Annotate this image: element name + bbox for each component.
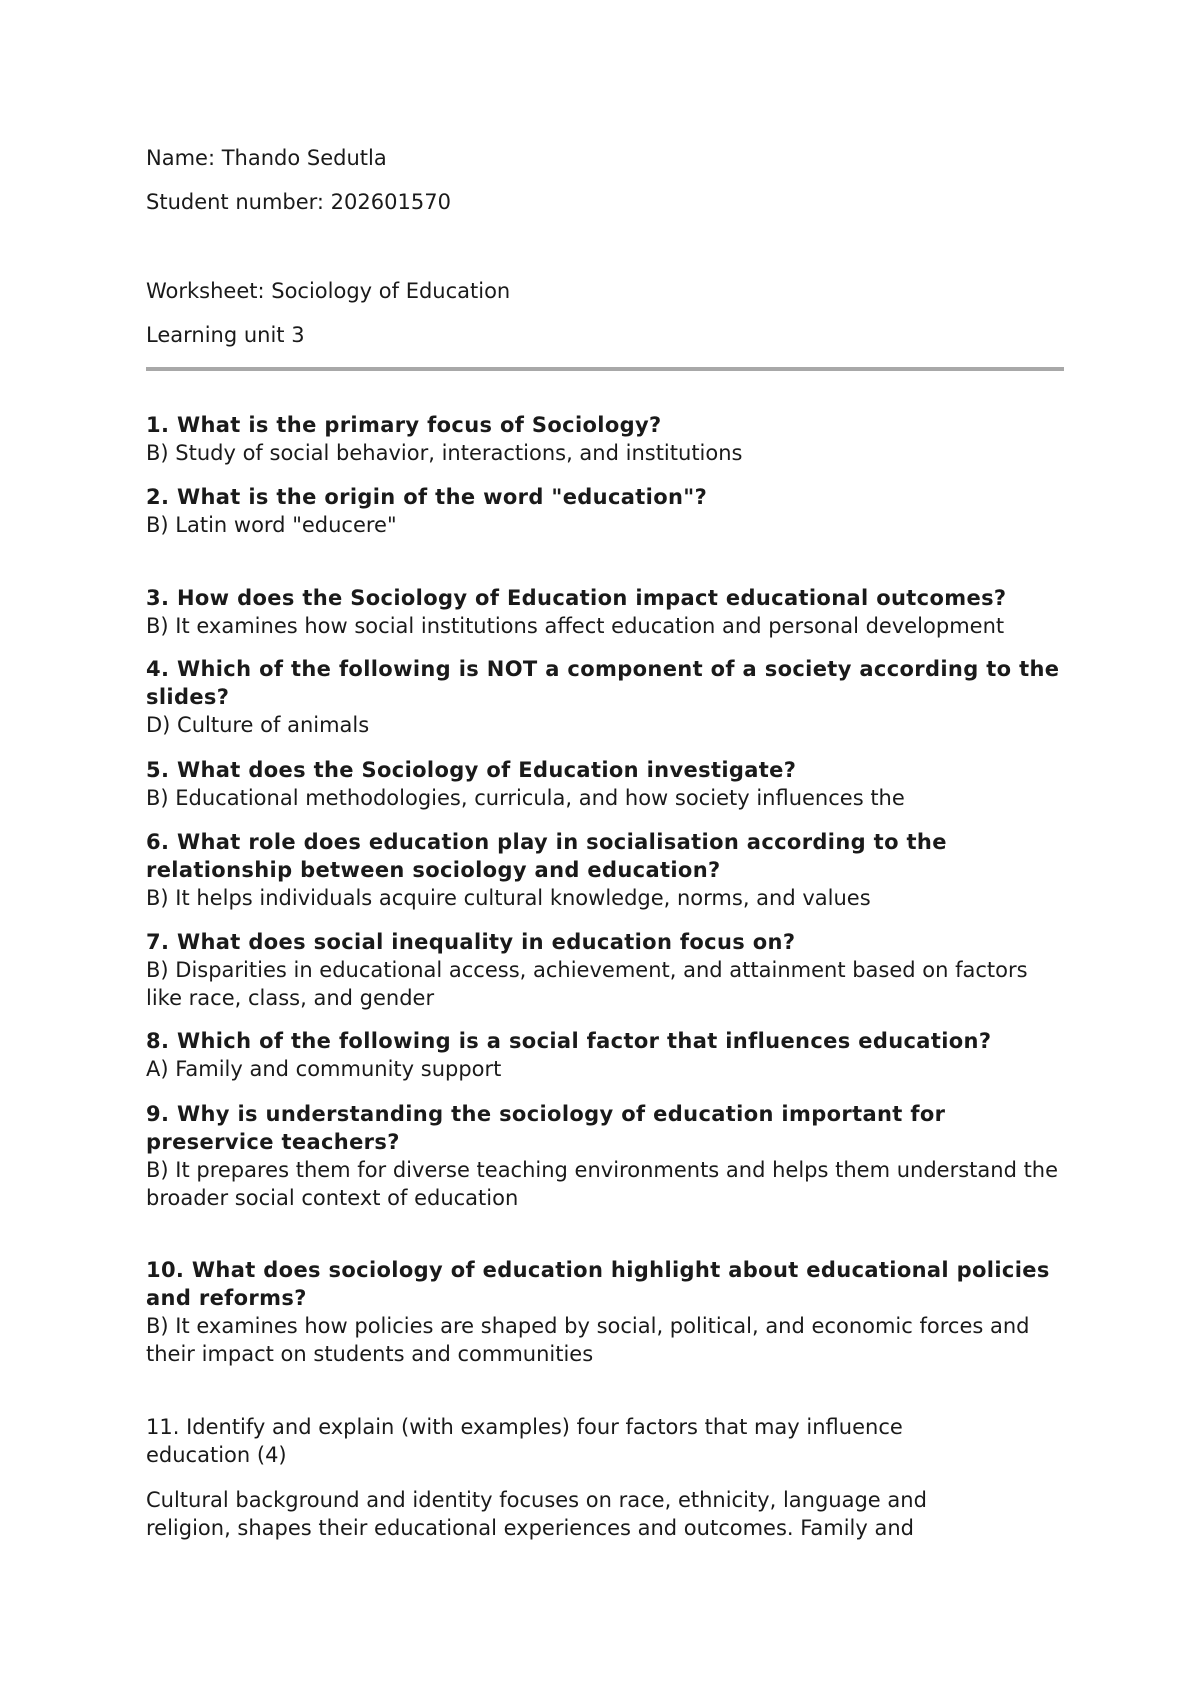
question-title: 5. What does the Sociology of Education investigate?	[146, 758, 797, 782]
question-answer: A) Family and community support	[146, 1057, 502, 1081]
question-answer: B) Educational methodologies, curricula, and how society influences the	[146, 786, 905, 810]
question-title: 4. Which of the following is NOT a component of a society according to the slides?	[146, 657, 1060, 709]
question-3	[146, 584, 1066, 640]
student-number: Student number: 202601570	[146, 190, 451, 214]
question-title: 10. What does sociology of education highlight about educational policies and reforms?	[146, 1258, 1050, 1310]
question-9	[146, 1100, 1066, 1212]
question-answer: B) Study of social behavior, interactions, and institutions	[146, 441, 743, 465]
question-answer: B) It helps individuals acquire cultural knowledge, norms, and values	[146, 886, 871, 910]
question-2	[146, 483, 1066, 539]
question-1	[146, 411, 1066, 467]
student-name: Name: Thando Sedutla	[146, 146, 387, 170]
question-answer: B) Disparities in educational access, achievement, and attainment based on factors like race, class, and gender	[146, 958, 1028, 1010]
question-11-prompt: 11. Identify and explain (with examples) four factors that may influence education (4)	[146, 1415, 903, 1467]
question-8	[146, 1027, 1066, 1083]
question-answer: B) Latin word "educere"	[146, 513, 397, 537]
question-6	[146, 828, 1066, 912]
question-answer: B) It examines how social institutions affect education and personal development	[146, 614, 1005, 638]
question-title: 1. What is the primary focus of Sociology?	[146, 413, 662, 437]
question-11-answer: Cultural background and identity focuses on race, ethnicity, language and religion, shapes their educational experiences and outcomes. Family and	[146, 1488, 927, 1540]
question-answer: B) It examines how policies are shaped by social, political, and economic forces and their impact on students and communities	[146, 1314, 1030, 1366]
learning-unit: Learning unit 3	[146, 323, 305, 347]
question-answer: B) It prepares them for diverse teaching environments and helps them understand the broader social context of education	[146, 1158, 1059, 1210]
question-10	[146, 1256, 1066, 1368]
question-title: 9. Why is understanding the sociology of education important for preservice teachers?	[146, 1102, 946, 1154]
question-title: 3. How does the Sociology of Education impact educational outcomes?	[146, 586, 1007, 610]
header-divider	[146, 367, 1064, 371]
question-5	[146, 756, 1066, 812]
question-title: 8. Which of the following is a social factor that influences education?	[146, 1029, 992, 1053]
question-title: 2. What is the origin of the word "education"?	[146, 485, 708, 509]
question-7	[146, 928, 1066, 1012]
question-title: 7. What does social inequality in education focus on?	[146, 930, 796, 954]
question-4	[146, 655, 1066, 739]
question-title: 6. What role does education play in socialisation according to the relationship between sociology and education?	[146, 830, 947, 882]
worksheet-title: Worksheet: Sociology of Education	[146, 279, 511, 303]
question-answer: D) Culture of animals	[146, 713, 370, 737]
